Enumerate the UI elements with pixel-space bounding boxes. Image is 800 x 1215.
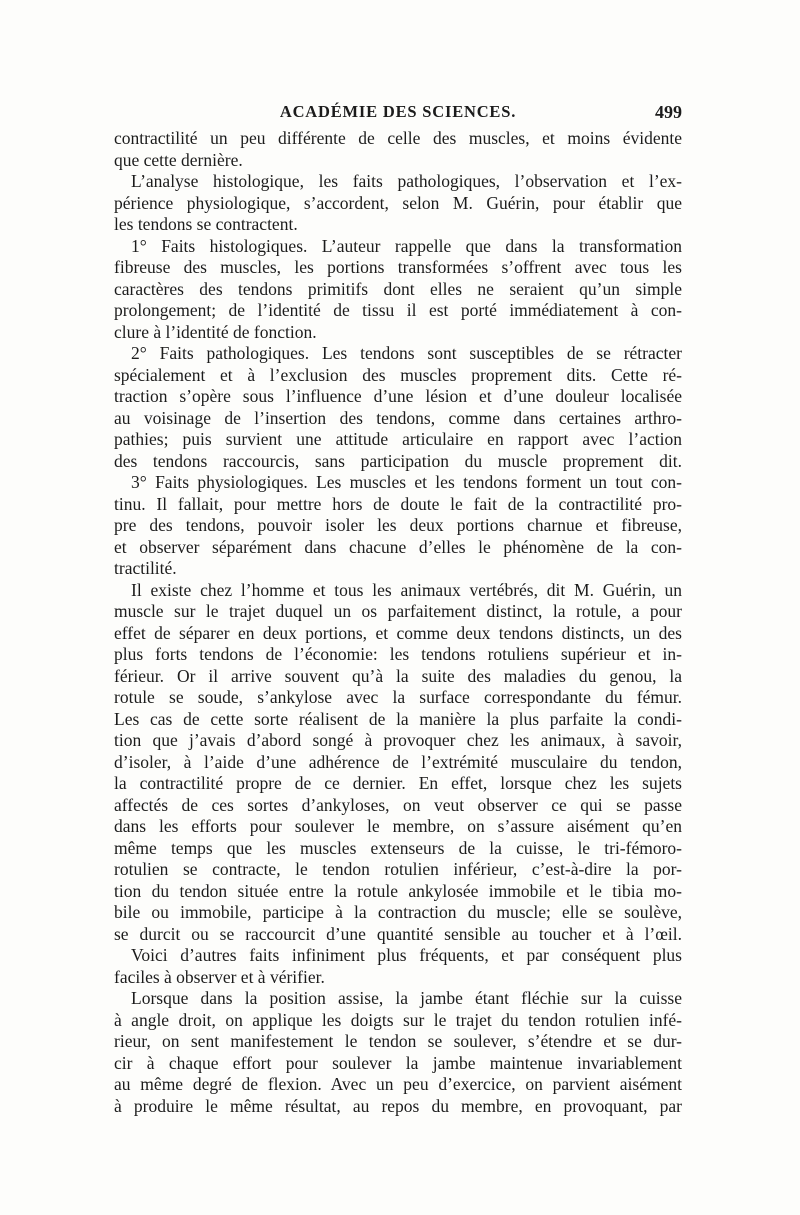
text-line: rieur, on sent manifestement le tendon se soulever, s’étendre et se dur- [114, 1031, 682, 1051]
text-line: prolongement; de l’identité de tissu il est porté immédiatement à con- [114, 300, 682, 320]
text-line: tractilité. [114, 558, 177, 578]
text-line: effet de séparer en deux portions, et comme deux tendons distincts, un des [114, 622, 682, 643]
text-line: pathies; puis survient une attitude articulaire en rapport avec l’action [114, 429, 682, 449]
text-line: Il existe chez l’homme et tous les animaux vertébrés, dit M. Guérin, un [131, 579, 682, 600]
text-line: et observer séparément dans chacune d’elles le phénomène de la con- [114, 536, 682, 557]
text-line: dans les efforts pour soulever le membre, on s’assure aisément qu’en [114, 816, 682, 836]
running-title: ACADÉMIE DES SCIENCES. [279, 102, 517, 121]
text-line: faciles à observer et à vérifier. [114, 966, 325, 987]
text-body [114, 128, 682, 1117]
text-line: 2° Faits pathologiques. Les tendons sont susceptibles de se rétracter [131, 343, 682, 363]
text-line: férieur. Or il arrive souvent qu’à la suite des maladies du genou, la [114, 665, 682, 686]
text-line: traction s’opère sous l’influence d’une lésion et d’une douleur localisée [114, 386, 682, 406]
text-line: rotule se soude, s’ankylose avec la surface correspondante du fémur. [114, 687, 682, 707]
text-line: que cette dernière. [114, 149, 243, 170]
text-line: tion du tendon située entre la rotule ankylosée immobile et le tibia mo- [114, 880, 682, 901]
text-line: Lorsque dans la position assise, la jambe étant fléchie sur la cuisse [131, 988, 682, 1008]
text-line: même temps que les muscles extenseurs de la cuisse, le tri-fémoro- [114, 837, 682, 858]
text-line: plus forts tendons de l’économie: les tendons rotuliens supérieur et in- [114, 644, 682, 664]
text-line: les tendons se contractent. [114, 214, 298, 234]
text-line: au voisinage de l’insertion des tendons, comme dans certaines arthro- [114, 407, 682, 428]
text-line: L’analyse histologique, les faits pathologiques, l’observation et l’ex- [131, 171, 682, 191]
text-line: bile ou immobile, participe à la contraction du muscle; elle se soulève, [114, 902, 682, 922]
text-line: Voici d’autres faits infiniment plus fréquents, et par conséquent plus [131, 945, 682, 965]
text-line: cir à chaque effort pour soulever la jambe maintenue invariablement [114, 1052, 682, 1073]
text-line: des tendons raccourcis, sans participation du muscle proprement dit. [114, 450, 682, 471]
text-line: pre des tendons, pouvoir isoler les deux portions charnue et fibreuse, [114, 515, 682, 535]
text-line: fibreuse des muscles, les portions transformées s’offrent avec tous les [114, 257, 682, 277]
text-line: contractilité un peu différente de celle des muscles, et moins évidente [114, 128, 682, 148]
text-line: Les cas de cette sorte réalisent de la manière la plus parfaite la condi- [114, 708, 682, 729]
text-line: 3° Faits physiologiques. Les muscles et les tendons forment un tout con- [131, 472, 682, 492]
text-line: clure à l’identité de fonction. [114, 321, 317, 342]
text-line: périence physiologique, s’accordent, selon M. Guérin, pour établir que [114, 192, 682, 213]
text-line: d’isoler, à l’aide d’une adhérence de l’extrémité musculaire du tendon, [114, 751, 682, 772]
text-line: rotulien se contracte, le tendon rotulien inférieur, c’est-à-dire la por- [114, 859, 682, 879]
text-line: la contractilité propre de ce dernier. En effet, lorsque chez les sujets [114, 773, 682, 793]
page-header [114, 100, 682, 124]
text-line: muscle sur le trajet duquel un os parfaitement distinct, la rotule, a pour [114, 601, 682, 621]
text-line: caractères des tendons primitifs dont elles ne seraient qu’un simple [114, 278, 682, 299]
text-line: tinu. Il fallait, pour mettre hors de doute le fait de la contractilité pro- [114, 493, 682, 514]
text-line: spécialement et à l’exclusion des muscles proprement dits. Cette ré- [114, 364, 682, 385]
page-number: 499 [655, 102, 682, 122]
text-line: au même degré de flexion. Avec un peu d’exercice, on parvient aisément [114, 1074, 682, 1094]
text-line: 1° Faits histologiques. L’auteur rappelle que dans la transformation [131, 235, 682, 256]
text-line: tion que j’avais d’abord songé à provoquer chez les animaux, à savoir, [114, 730, 682, 750]
text-line: se durcit ou se raccourcit d’une quantité sensible au toucher et à l’œil. [114, 923, 682, 944]
text-line: affectés de ces sortes d’ankyloses, on veut observer ce qui se passe [114, 794, 682, 815]
text-line: à produire le même résultat, au repos du membre, en provoquant, par [114, 1095, 682, 1116]
text-line: à angle droit, on applique les doigts sur le trajet du tendon rotulien infé- [114, 1009, 682, 1030]
